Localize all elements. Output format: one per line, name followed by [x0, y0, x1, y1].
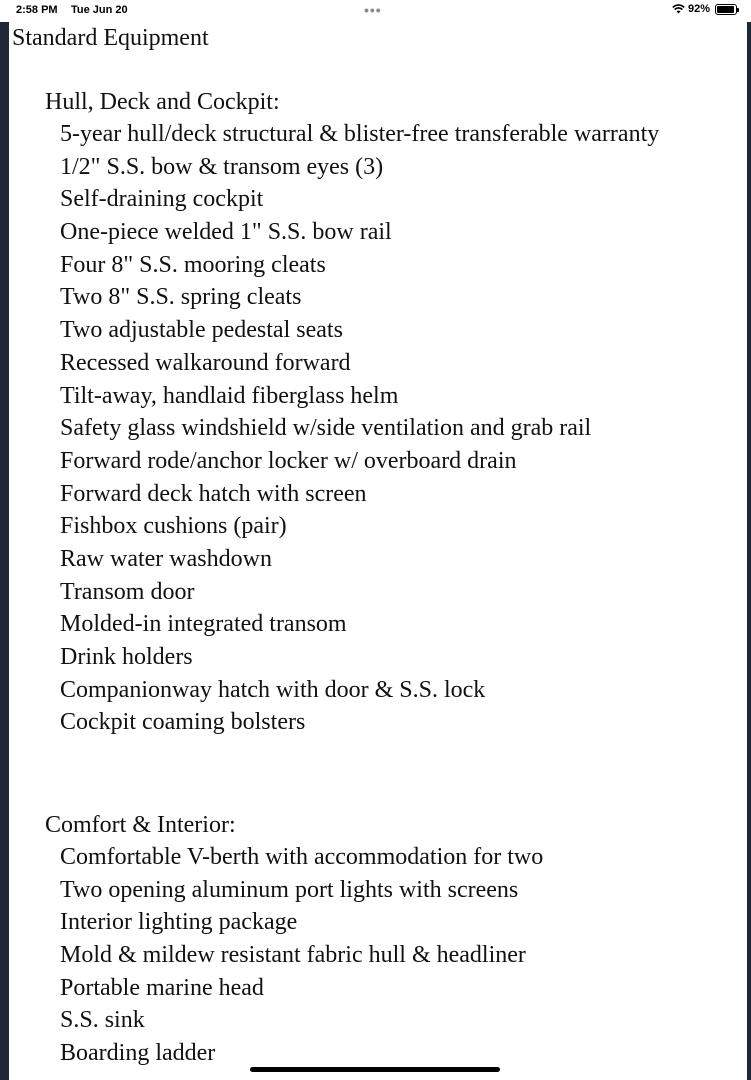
status-time: 2:58 PM: [16, 4, 58, 16]
list-item: Safety glass windshield w/side ventilation and grab rail: [60, 415, 592, 442]
list-item: Tilt-away, handlaid fiberglass helm: [60, 382, 399, 409]
list-item: Mold & mildew resistant fabric hull & headliner: [60, 942, 526, 969]
battery-percent: 92%: [687, 3, 710, 15]
list-item: Two 8" S.S. spring cleats: [60, 284, 302, 311]
battery-tip: [737, 8, 739, 12]
list-item: Raw water washdown: [60, 545, 272, 572]
wifi-icon: [672, 4, 685, 14]
status-bar: [0, 0, 751, 22]
list-item: One-piece welded 1" S.S. bow rail: [60, 219, 392, 246]
multitasking-dots-icon[interactable]: •••: [364, 2, 382, 18]
list-item: Comfortable V-berth with accommodation for two: [60, 844, 544, 870]
status-indicators: [672, 3, 737, 15]
battery-icon: [715, 4, 737, 15]
right-window-edge: [747, 22, 751, 1080]
list-item: Transom door: [60, 578, 195, 605]
list-item: Forward rode/anchor locker w/ overboard drain: [60, 447, 517, 474]
equipment-list-comfort-interior: [60, 842, 543, 1071]
equipment-list-hull-deck-cockpit: [60, 119, 659, 740]
list-item: 1/2" S.S. bow & transom eyes (3): [60, 153, 384, 180]
status-date: Tue Jun 20: [71, 4, 128, 16]
battery-level-fill: [717, 6, 734, 13]
document-page: [9, 22, 747, 1080]
list-item: S.S. sink: [60, 1007, 145, 1034]
list-item: Forward deck hatch with screen: [60, 480, 367, 507]
list-item: Boarding ladder: [60, 1040, 216, 1067]
section-heading-hull-deck-cockpit: Hull, Deck and Cockpit:: [45, 89, 280, 115]
list-item: Two opening aluminum port lights with screens: [60, 876, 519, 903]
list-item: Companionway hatch with door & S.S. lock: [60, 676, 486, 703]
page-title: Standard Equipment: [12, 25, 209, 51]
list-item: Self-draining cockpit: [60, 186, 264, 213]
list-item: Molded-in integrated transom: [60, 611, 347, 638]
list-item: 5-year hull/deck structural & blister-free transferable warranty: [60, 121, 660, 147]
list-item: Portable marine head: [60, 974, 264, 1001]
home-indicator[interactable]: [250, 1067, 500, 1072]
list-item: Recessed walkaround forward: [60, 349, 351, 376]
list-item: Four 8" S.S. mooring cleats: [60, 251, 326, 278]
list-item: Cockpit coaming bolsters: [60, 709, 306, 736]
list-item: Drink holders: [60, 644, 193, 670]
list-item: Two adjustable pedestal seats: [60, 317, 343, 344]
list-item: Fishbox cushions (pair): [60, 513, 287, 540]
left-window-edge: [0, 22, 9, 1080]
list-item: Interior lighting package: [60, 909, 298, 936]
section-heading-comfort-interior: Comfort & Interior:: [45, 812, 236, 838]
